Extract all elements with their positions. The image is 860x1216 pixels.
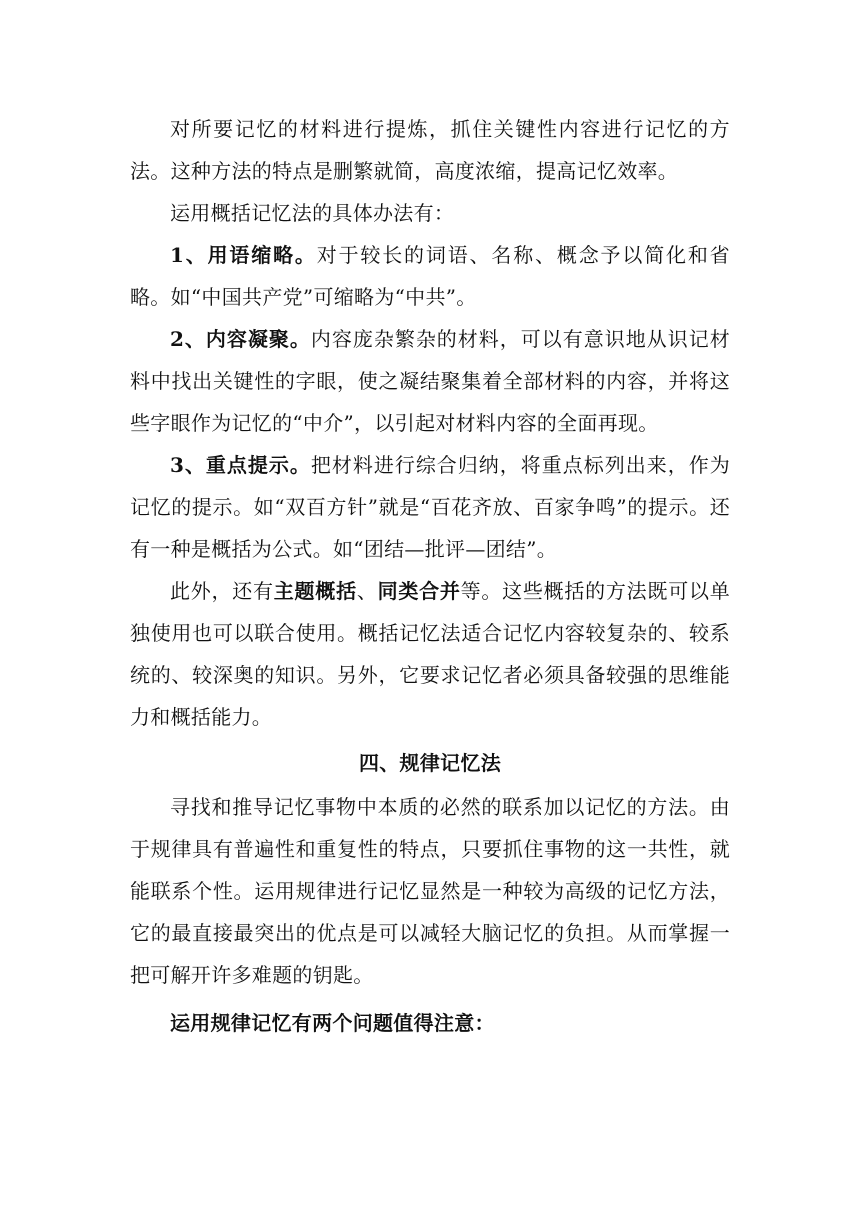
list-item-2 <box>130 318 730 444</box>
paragraph-other-methods-sep: 、 <box>356 579 378 603</box>
paragraph-other-methods <box>130 570 730 738</box>
section-title-text: 四、规律记忆法 <box>358 751 502 775</box>
paragraph-other-methods-prefix: 此外，还有 <box>170 579 274 603</box>
list-item-2-label: 2、内容凝聚。 <box>170 327 311 351</box>
paragraph-methods-lead-text: 运用概括记忆法的具体办法有： <box>170 201 455 225</box>
list-item-3 <box>130 444 730 570</box>
list-item-3-text: 把材料进行综合归纳，将重点标列出来，作为记忆的提示。如“双百方针”就是“百花齐放、百家争鸣”的提示。还有一种是概括为公式。如“团结—批评—团结”。 <box>130 453 730 561</box>
list-item-1-text: 对于较长的词语、名称、概念予以简化和省略。如“中国共产党”可缩略为“中共”。 <box>130 243 730 309</box>
section-note-text: 运用规律记忆有两个问题值得注意： <box>170 1011 495 1035</box>
paragraph-intro-text: 对所要记忆的材料进行提炼，抓住关键性内容进行记忆的方法。这种方法的特点是删繁就简，高度浓缩，提高记忆效率。 <box>130 117 730 183</box>
document-body <box>130 108 730 1044</box>
keyword-category-merge: 同类合并 <box>377 579 461 603</box>
section-paragraph <box>130 786 730 996</box>
section-title <box>130 742 730 784</box>
section-note <box>130 1002 730 1044</box>
list-item-3-label: 3、重点提示。 <box>170 453 311 477</box>
list-item-1 <box>130 234 730 318</box>
list-item-1-label: 1、用语缩略。 <box>170 243 317 267</box>
section-paragraph-text: 寻找和推导记忆事物中本质的必然的联系加以记忆的方法。由于规律具有普遍性和重复性的特点，只要抓住事物的这一共性，就能联系个性。运用规律进行记忆显然是一种较为高级的记忆方法，它的最直接最突出的优点是可以减轻大脑记忆的负担。从而掌握一把可解开许多难题的钥匙。 <box>130 795 730 987</box>
paragraph-other-methods-rest: 等。这些概括的方法既可以单独使用也可以联合使用。概括记忆法适合记忆内容较复杂的、较系统的、较深奥的知识。另外，它要求记忆者必须具备较强的思维能力和概括能力。 <box>130 579 731 729</box>
list-item-2-text: 内容庞杂繁杂的材料，可以有意识地从识记材料中找出关键性的字眼，使之凝结聚集着全部材料的内容，并将这些字眼作为记忆的“中介”，以引起对材料内容的全面再现。 <box>130 327 730 435</box>
paragraph-intro <box>130 108 730 192</box>
keyword-theme-summary: 主题概括 <box>273 579 357 603</box>
paragraph-methods-lead <box>130 192 730 234</box>
